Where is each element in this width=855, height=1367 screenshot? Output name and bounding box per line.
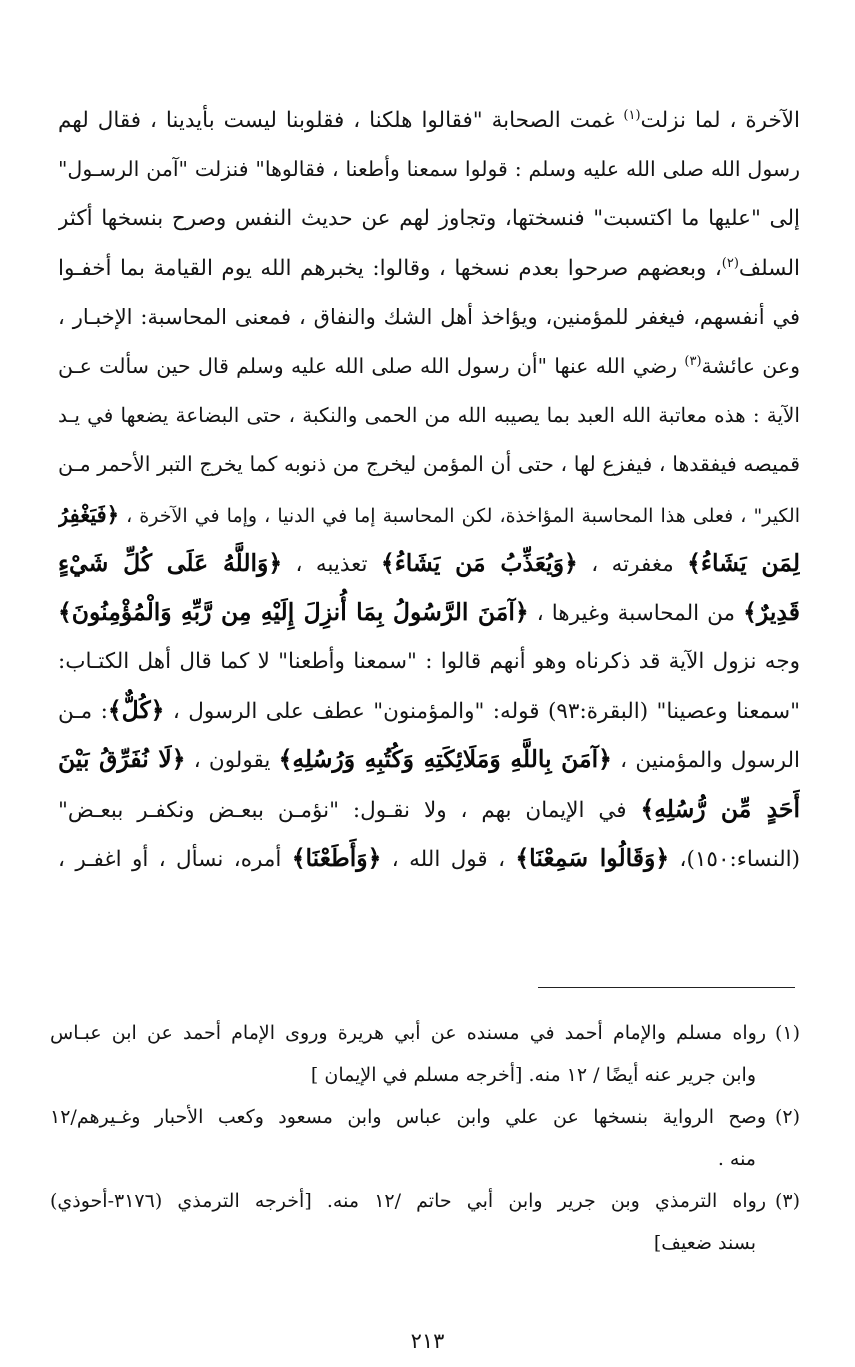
text-line: إلى "عليها ما اكتسبت" فنسختها، وتجاوز لهم عن حديث النفس وصرح بنسخها أكثر <box>58 206 800 232</box>
main-text <box>58 96 800 883</box>
quran-verse: ﴿وَقَالُوا سَمِعْنَا﴾ <box>515 843 670 872</box>
quran-verse: ﴿وَأَطَعْنَا﴾ <box>291 843 382 872</box>
text-line: (النساء:١٥٠)، ﴿وَقَالُوا سَمِعْنَا﴾ ، قول الله ، ﴿وَأَطَعْنَا﴾ أمره، نسأل ، أو اغفـر ، <box>58 843 800 872</box>
footnote: (٢)وصح الرواية بنسخها عن علي وابن عباس وابن مسعود وكعب الأحبار وغـيرهم/١٢ <box>50 1096 800 1138</box>
text-line: في أنفسهم، فيغفر للمؤمنين، ويؤاخذ أهل الشك والنفاق ، فمعنى المحاسبة: الإخبـار ، <box>58 304 800 329</box>
quran-verse: ﴿كُلٌّ﴾ <box>107 696 165 725</box>
text-line: وعن عائشة$^{(٣)}$ رضي الله عنها "أن رسول الله صلى الله عليه وسلم قال حين سألت عـن <box>58 353 800 378</box>
footnote-continuation: بسند ضعيف] <box>653 1232 756 1254</box>
page-number: ٢١٣ <box>410 1329 445 1353</box>
quran-verse: ﴿فَيَغْفِرُ <box>58 501 120 527</box>
text-line: "سمعنا وعصينا" (البقرة:٩٣) قوله: "والمؤمنون" عطف على الرسول ، ﴿كُلٌّ﴾: مـن <box>58 696 800 725</box>
text-line: الرسول والمؤمنين ، ﴿آمَنَ بِاللَّهِ وَمَلَائِكَتِهِ وَكُتُبِهِ وَرُسُلِهِ﴾ يقولون ، ﴿لَا نُفَرِّقُ بَيْنَ <box>58 745 800 774</box>
text-line: السلف$^{(٢)}$، وبعضهم صرحوا بعدم نسخها ، وقالوا: يخبرهم الله يوم القيامة بما أخفـوا <box>58 255 800 281</box>
footnote-continuation: منه . <box>717 1148 756 1170</box>
quran-verse: ﴿وَيُعَذِّبُ مَن يَشَاءُ﴾ <box>380 548 578 577</box>
text-line: قميصه فيفقدها ، فيفزع لها ، حتى أن المؤمن ليخرج من ذنوبه كما يخرج التبر الأحمر مـن <box>58 452 800 477</box>
footnote-ref[interactable]: (٢) <box>721 255 739 271</box>
text-line: وجه نزول الآية قد ذكرناه وهو أنهم قالوا : "سمعنا وأطعنا" لا كما قال أهل الكتـاب: <box>58 649 800 675</box>
footnote-continuation: وابن جرير عنه أيضًا / ١٢ منه. [أخرجه مسلم في الإيمان ] <box>310 1064 756 1086</box>
text-line: لِمَن يَشَاءُ﴾ مغفرته ، ﴿وَيُعَذِّبُ مَن يَشَاءُ﴾ تعذيبه ، ﴿وَاللَّهُ عَلَى كُلِّ شَيْءٍ <box>58 548 800 577</box>
quran-verse: أَحَدٍ مِّن رُّسُلِهِ﴾ <box>640 794 800 823</box>
footnote-number: (٣) <box>774 1190 800 1212</box>
text-line: أَحَدٍ مِّن رُّسُلِهِ﴾ في الإيمان بهم ، ولا نقـول: "نؤمـن ببعـض ونكفـر ببعـض" <box>58 794 800 823</box>
footnote-ref[interactable]: (١) <box>623 107 641 123</box>
quran-verse: قَدِيرٌ﴾ <box>743 597 800 626</box>
footnote-ref[interactable]: (٣) <box>684 354 702 370</box>
footnote: (٣)رواه الترمذي وبن جرير وابن أبي حاتم /١٢ منه. [أخرجه الترمذي (٣١٧٦-أحوذي) <box>50 1180 800 1222</box>
footnote-separator <box>538 987 795 988</box>
text-line: الآخرة ، لما نزلت$^{(١)}$ غمت الصحابة "فقالوا هلكنا ، فقلوبنا ليست بأيدينا ، فقال لهم <box>58 107 800 133</box>
quran-verse: ﴿وَاللَّهُ عَلَى كُلِّ شَيْءٍ <box>58 548 283 577</box>
footnote: (١)رواه مسلم والإمام أحمد في مسنده عن أبي هريرة وروى الإمام أحمد عن ابن عبـاس <box>50 1012 800 1054</box>
text-line: رسول الله صلى الله عليه وسلم : قولوا سمعنا وأطعنا ، فقالوها" فنزلت "آمن الرسـول" <box>58 157 800 182</box>
text-line: قَدِيرٌ﴾ من المحاسبة وغيرها ، ﴿آمَنَ الرَّسُولُ بِمَا أُنزِلَ إِلَيْهِ مِن رَّبِّهِ وَالْمُؤْمِنُونَ﴾ <box>58 597 800 626</box>
footnote-number: (٢) <box>774 1106 800 1128</box>
quran-verse: لِمَن يَشَاءُ﴾ <box>687 548 800 577</box>
text-line: الكير" ، فعلى هذا المحاسبة المؤاخذة، لكن المحاسبة إما في الدنيا ، وإما في الآخرة ، ﴿فَيَغْفِرُ <box>58 501 800 527</box>
text-line: الآية : هذه معاتبة الله العبد بما يصيبه الله من الحمى والنكبة ، حتى البضاعة يضعها في يـد <box>58 403 800 428</box>
footnote-number: (١) <box>774 1022 800 1044</box>
footnotes <box>50 1012 800 1264</box>
quran-verse: ﴿آمَنَ الرَّسُولُ بِمَا أُنزِلَ إِلَيْهِ مِن رَّبِّهِ وَالْمُؤْمِنُونَ﴾ <box>58 597 529 626</box>
quran-verse: ﴿آمَنَ بِاللَّهِ وَمَلَائِكَتِهِ وَكُتُبِهِ وَرُسُلِهِ﴾ <box>278 745 612 774</box>
quran-verse: ﴿لَا نُفَرِّقُ بَيْنَ <box>58 745 186 774</box>
